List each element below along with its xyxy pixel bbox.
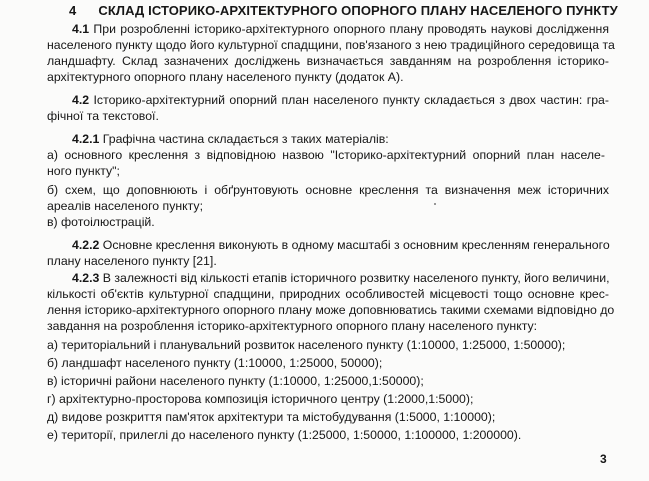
clause-number: 4.1: [72, 22, 90, 36]
paragraph-line: фічної та текстової.: [47, 109, 159, 123]
paragraph-line: [72, 92, 609, 108]
paragraph-text: Графічна частина складається з таких матеріалів:: [102, 132, 389, 146]
paragraph-line: [72, 270, 609, 286]
section-heading: [69, 3, 618, 18]
paragraph-line: населеного пункту щодо його культурної спадщини, пов'язаного з нею традиційного середовища та: [47, 38, 615, 52]
list-item-continuation: ареалів населеного пункту;: [47, 199, 203, 213]
list-item: в) історичні райони населеного пункту (1:10000, 1:25000,1:50000);: [47, 374, 424, 388]
list-item-continuation: ного пункту";: [47, 164, 120, 178]
list-item: д) видове розкриття пам'яток архітектури та містобудування (1:5000, 1:10000);: [47, 410, 496, 424]
section-title: СКЛАД ІСТОРИКО-АРХІТЕКТУРНОГО ОПОРНОГО ПЛАНУ НАСЕЛЕНОГО ПУНКТУ: [98, 3, 618, 18]
paragraph-line: завдання на розроблення історико-архітектурного опорного плану населеного пункту:: [47, 319, 538, 333]
paragraph-line: кількості об'єктів культурної спадщини, природних особливостей місцевості тощо основне крес-: [47, 287, 609, 301]
list-item: е) території, прилеглі до населеного пункту (1:25000, 1:50000, 1:100000, 1:200000).: [47, 428, 522, 442]
page-number: 3: [600, 452, 607, 466]
paragraph-line: архітектурного опорного плану населеного пункту (додаток А).: [47, 70, 404, 84]
paragraph-text: Основне креслення виконують в одному масштабі з основним кресленням генерального: [102, 238, 610, 252]
list-item: б) схем, що доповнюють і обґрунтовують основне креслення та визначення меж історичних: [47, 183, 609, 197]
clause-number: 4.2.3: [72, 271, 100, 285]
clause-number: 4.2.2: [72, 238, 100, 252]
paragraph-line: [72, 131, 389, 147]
paragraph-text: При розробленні історико-архітектурного опорного плану проводять наукові дослідження: [93, 22, 610, 36]
section-number: 4: [69, 3, 77, 18]
paragraph-line: лення історико-архітектурного опорного плану може доповнюватись такими схемами відповідно до: [47, 303, 615, 317]
list-item: б) ландшафт населеного пункту (1:10000, 1:25000, 50000);: [47, 356, 383, 370]
clause-number: 4.2.1: [72, 132, 100, 146]
paragraph-line: [72, 237, 609, 253]
list-item: г) архітектурно-просторова композиція історичного центру (1:2000,1:5000);: [47, 392, 474, 406]
list-item: а) основного креслення з відповідною назвою "Історико-архітектурний опорний план населе-: [47, 148, 605, 162]
paragraph-text: Історико-архітектурний опорний план населеного пункту складається з двох частин: гра-: [93, 93, 609, 107]
paragraph-text: В залежності від кількості етапів історичного розвитку населеного пункту, його величини,: [102, 271, 610, 285]
list-item: в) фотоілюстрацій.: [47, 215, 155, 229]
scan-speck: [434, 203, 436, 205]
list-item: а) територіальний і планувальний розвиток населеного пункту (1:10000, 1:25000, 1:50000);: [47, 338, 566, 352]
paragraph-line: плану населеного пункту [21].: [47, 254, 217, 268]
paragraph-line: ландшафту. Склад зазначених досліджень визначається завданням на розроблення історико-: [47, 54, 609, 68]
paragraph-line: [72, 21, 609, 37]
clause-number: 4.2: [72, 93, 90, 107]
